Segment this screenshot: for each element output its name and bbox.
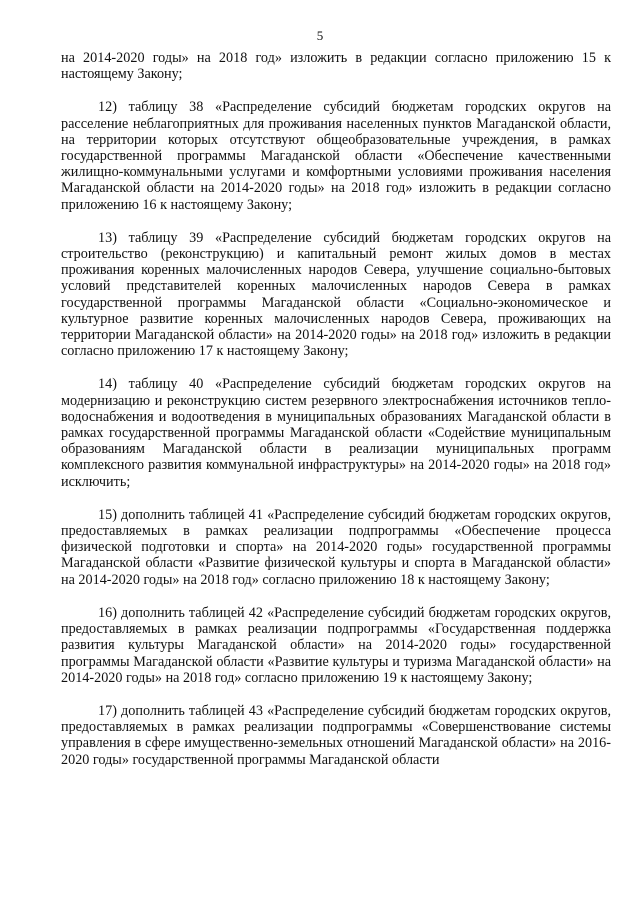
paragraph-item-16: 16) дополнить таблицей 42 «Распределение субсидий бюджетам городских округов, предоставляемых в рамках реализации подпрограммы «Государственная поддержка развития культуры Магаданской области» на 2014-2020 годы» государственной программы Магаданской области «Развитие культуры и туризма Магаданской области» на 2014-2020 годы» на 2018 год» согласно приложению 19 к настоящему Закону;: [61, 604, 611, 686]
paragraph-item-17: 17) дополнить таблицей 43 «Распределение субсидий бюджетам городских округов, предоставляемых в рамках реализации подпрограммы «Совершенствование системы управления в сфере имущественно-земельных отношений Магаданской области» на 2016-2020 годы» государственной программы Магаданской области: [61, 702, 611, 768]
paragraph-item-14: 14) таблицу 40 «Распределение субсидий бюджетам городских округов на модернизацию и реконструкцию систем резервного электроснабжения источников тепло-водоснабжения и водоотведения в муниципальных образованиях Магаданской области в рамках государственной программы Магаданской области «Содействие муниципальным образованиям Магаданской области в реализации муниципальных программ комплексного развития коммунальной инфраструктуры» на 2014-2020 годы» на 2018 год» исключить;: [61, 376, 611, 490]
page-number: 5: [316, 28, 324, 43]
paragraph-item-13: 13) таблицу 39 «Распределение субсидий бюджетам городских округов на строительство (реконструкцию) и капитальный ремонт жилых домов в местах проживания коренных малочисленных народов Севера, улучшение социально-бытовых условий представителей коренных малочисленных народов Севера в рамках государственной программы Магаданской области «Социально-экономическое и культурное развитие коренных малочисленных народов Севера, проживающих на территории Магаданской области» на 2014-2020 годы» на 2018 год» изложить в редакции согласно приложению 17 к настоящему Закону;: [61, 229, 611, 360]
paragraph-item-12: 12) таблицу 38 «Распределение субсидий бюджетам городских округов на расселение неблагоприятных для проживания населенных пунктов Магаданской области, на территории которых отсутствуют общеобразовательные учреждения, в рамках государственной программы Магаданской области «Обеспечение качественными жилищно-коммунальными услугами и комфортными условиями проживания населения Магаданской области на 2014-2020 годы» на 2018 год» изложить в редакции согласно приложению 16 к настоящему Закону;: [61, 99, 611, 213]
paragraph-item-15: 15) дополнить таблицей 41 «Распределение субсидий бюджетам городских округов, предоставляемых в рамках реализации подпрограммы «Обеспечение процесса физической подготовки и спорта» на 2014-2020 годы» государственной программы Магаданской области «Развитие физической культуры и спорта в Магаданской области» на 2014-2020 годы» на 2018 год» согласно приложению 18 к настоящему Закону;: [61, 506, 611, 588]
document-body: [61, 50, 611, 768]
paragraph-continuation: на 2014-2020 годы» на 2018 год» изложить в редакции согласно приложению 15 к настоящему Закону;: [61, 50, 611, 83]
